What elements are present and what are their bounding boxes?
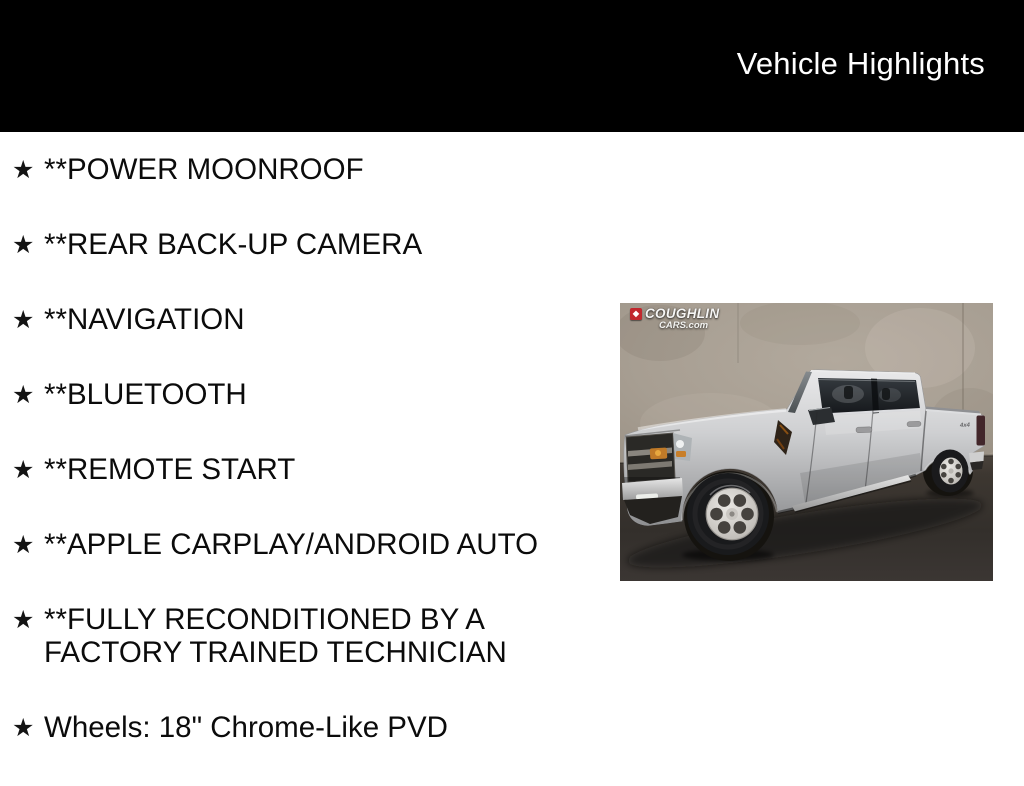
star-bullet-icon: ★ bbox=[12, 530, 35, 559]
front-grille bbox=[625, 430, 680, 482]
rear-wheel bbox=[932, 450, 969, 493]
door-handle bbox=[856, 427, 872, 433]
feature-text: **NAVIGATION bbox=[44, 303, 245, 336]
feature-item bbox=[0, 228, 589, 261]
feature-item bbox=[0, 711, 589, 744]
feature-text: Wheels: 18" Chrome-Like PVD bbox=[44, 711, 448, 744]
star-bullet-icon: ★ bbox=[12, 155, 35, 184]
star-bullet-icon: ★ bbox=[12, 305, 35, 334]
rear-bumper bbox=[969, 452, 984, 463]
feature-item bbox=[0, 303, 589, 336]
dealer-logo-sub: CARS.com bbox=[659, 319, 709, 331]
feature-item bbox=[0, 603, 589, 669]
4x4-badge: 4x4 bbox=[959, 422, 971, 429]
feature-text: **REMOTE START bbox=[44, 453, 296, 486]
star-bullet-icon: ★ bbox=[12, 605, 35, 634]
door-handle bbox=[907, 421, 921, 426]
taillight bbox=[977, 416, 986, 446]
star-bullet-icon: ★ bbox=[12, 230, 35, 259]
feature-text: **APPLE CARPLAY/ANDROID AUTO bbox=[44, 528, 539, 561]
page-title: Vehicle Highlights bbox=[736, 46, 985, 81]
feature-text: **BLUETOOTH bbox=[44, 378, 247, 411]
header-bar bbox=[0, 0, 1024, 132]
front-wheel bbox=[687, 473, 769, 555]
star-bullet-icon: ★ bbox=[12, 380, 35, 409]
star-bullet-icon: ★ bbox=[12, 713, 35, 742]
dealer-logo-icon: ◆ bbox=[630, 308, 642, 320]
truck-illustration bbox=[620, 303, 993, 581]
dealer-logo bbox=[630, 307, 719, 330]
dealer-logo-name: COUGHLIN bbox=[645, 306, 720, 321]
feature-text: **POWER MOONROOF bbox=[44, 153, 364, 186]
feature-item bbox=[0, 453, 589, 486]
features-list bbox=[0, 153, 589, 786]
vehicle-photo bbox=[620, 303, 993, 581]
feature-item bbox=[0, 378, 589, 411]
feature-item bbox=[0, 153, 589, 186]
feature-text: **FULLY RECONDITIONED BY A FACTORY TRAINED TECHNICIAN bbox=[44, 603, 507, 669]
star-bullet-icon: ★ bbox=[12, 455, 35, 484]
feature-text: **REAR BACK-UP CAMERA bbox=[44, 228, 423, 261]
feature-item bbox=[0, 528, 589, 561]
